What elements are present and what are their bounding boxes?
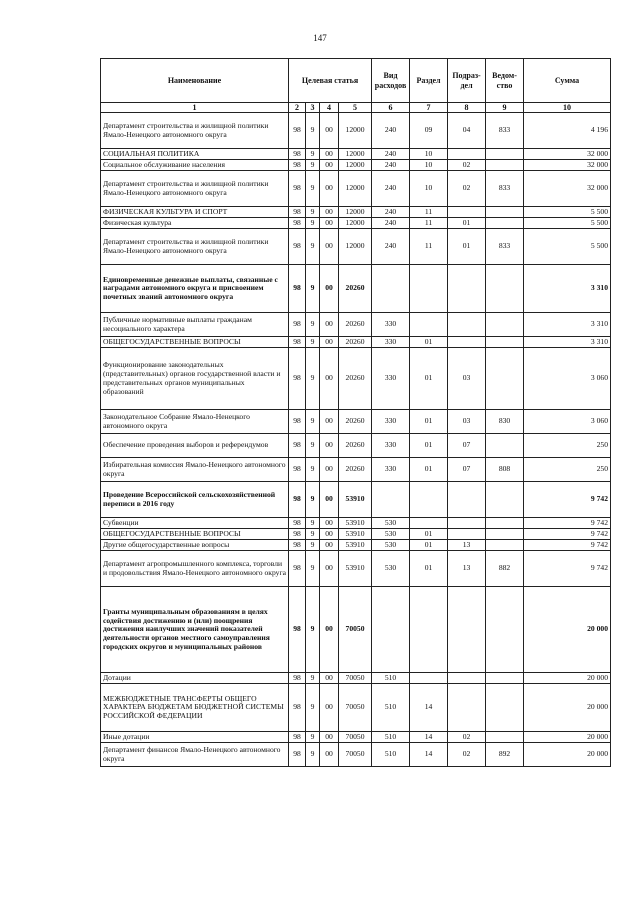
table-row xyxy=(101,551,611,587)
table-row xyxy=(101,673,611,684)
cell-c8: 03 xyxy=(448,348,486,410)
row-name: Законодательное Собрание Ямало-Ненецкого автономного округа xyxy=(101,410,289,434)
header-podrazdel: Подраз-дел xyxy=(448,59,486,103)
cell-c2: 98 xyxy=(289,673,306,684)
cell-c3: 9 xyxy=(306,587,320,673)
cell-sum: 20 000 xyxy=(524,732,611,743)
cell-c3: 9 xyxy=(306,518,320,529)
cell-c6: 240 xyxy=(372,218,410,229)
cell-c8: 04 xyxy=(448,113,486,149)
cell-c6: 330 xyxy=(372,337,410,348)
cell-c2: 98 xyxy=(289,149,306,160)
cell-c5: 53910 xyxy=(339,482,372,518)
cell-c3: 9 xyxy=(306,410,320,434)
cell-c7: 01 xyxy=(410,434,448,458)
cell-c2: 98 xyxy=(289,207,306,218)
table-row xyxy=(101,337,611,348)
cell-c9 xyxy=(486,518,524,529)
cell-c6: 330 xyxy=(372,410,410,434)
cell-c4: 00 xyxy=(320,684,339,732)
cell-c5: 70050 xyxy=(339,732,372,743)
cell-c7: 01 xyxy=(410,540,448,551)
cell-c2: 98 xyxy=(289,160,306,171)
cell-sum: 32 000 xyxy=(524,149,611,160)
header-target: Целевая статья xyxy=(289,59,372,103)
cell-c7: 11 xyxy=(410,207,448,218)
header-vid: Вид расходов xyxy=(372,59,410,103)
cell-c2: 98 xyxy=(289,482,306,518)
cell-c6: 330 xyxy=(372,434,410,458)
row-name: ОБЩЕГОСУДАРСТВЕННЫЕ ВОПРОСЫ xyxy=(101,337,289,348)
cell-c5: 12000 xyxy=(339,171,372,207)
cell-c3: 9 xyxy=(306,551,320,587)
cell-c4: 00 xyxy=(320,149,339,160)
cell-c2: 98 xyxy=(289,587,306,673)
cell-c2: 98 xyxy=(289,313,306,337)
cell-c6: 240 xyxy=(372,229,410,265)
cell-c3: 9 xyxy=(306,684,320,732)
cell-c8 xyxy=(448,684,486,732)
cell-c4: 00 xyxy=(320,265,339,313)
page-number: 147 xyxy=(313,33,327,43)
cell-c3: 9 xyxy=(306,207,320,218)
cell-c8 xyxy=(448,149,486,160)
cell-c9: 833 xyxy=(486,229,524,265)
cell-c7: 11 xyxy=(410,229,448,265)
cell-c4: 00 xyxy=(320,207,339,218)
cell-c7: 09 xyxy=(410,113,448,149)
cell-c2: 98 xyxy=(289,410,306,434)
cell-c7 xyxy=(410,587,448,673)
row-name: МЕЖБЮДЖЕТНЫЕ ТРАНСФЕРТЫ ОБЩЕГО ХАРАКТЕРА БЮДЖЕТАМ БЮДЖЕТНОЙ СИСТЕМЫ РОССИЙСКОЙ ФЕДЕРАЦИИ xyxy=(101,684,289,732)
cell-c6: 530 xyxy=(372,529,410,540)
cell-c8: 02 xyxy=(448,743,486,767)
cell-sum: 9 742 xyxy=(524,518,611,529)
cell-c4: 00 xyxy=(320,540,339,551)
cell-c8: 13 xyxy=(448,540,486,551)
table-row xyxy=(101,458,611,482)
cell-c5: 12000 xyxy=(339,207,372,218)
cell-c8: 03 xyxy=(448,410,486,434)
cell-sum: 5 500 xyxy=(524,229,611,265)
cell-c4: 00 xyxy=(320,113,339,149)
cell-c8: 01 xyxy=(448,229,486,265)
table-row xyxy=(101,743,611,767)
cell-c2: 98 xyxy=(289,113,306,149)
table-row xyxy=(101,348,611,410)
header-vedomstvo: Ведом-ство xyxy=(486,59,524,103)
cell-c5: 70050 xyxy=(339,684,372,732)
cell-c9 xyxy=(486,265,524,313)
cell-sum: 9 742 xyxy=(524,540,611,551)
column-number-10: 10 xyxy=(524,103,611,113)
cell-c5: 53910 xyxy=(339,518,372,529)
cell-c3: 9 xyxy=(306,313,320,337)
cell-c5: 20260 xyxy=(339,265,372,313)
cell-c2: 98 xyxy=(289,518,306,529)
column-number-5: 5 xyxy=(339,103,372,113)
table-row xyxy=(101,482,611,518)
cell-c7: 10 xyxy=(410,149,448,160)
cell-c9: 833 xyxy=(486,171,524,207)
cell-c6: 530 xyxy=(372,551,410,587)
cell-c5: 70050 xyxy=(339,587,372,673)
column-number-9: 9 xyxy=(486,103,524,113)
cell-c2: 98 xyxy=(289,434,306,458)
cell-c3: 9 xyxy=(306,732,320,743)
cell-sum: 20 000 xyxy=(524,587,611,673)
cell-c4: 00 xyxy=(320,518,339,529)
cell-c2: 98 xyxy=(289,732,306,743)
cell-c5: 12000 xyxy=(339,218,372,229)
cell-c2: 98 xyxy=(289,229,306,265)
cell-c7: 14 xyxy=(410,732,448,743)
cell-c4: 00 xyxy=(320,218,339,229)
cell-c7: 01 xyxy=(410,410,448,434)
cell-c4: 00 xyxy=(320,160,339,171)
cell-c6: 530 xyxy=(372,518,410,529)
cell-c7: 10 xyxy=(410,160,448,171)
cell-sum: 250 xyxy=(524,458,611,482)
cell-c3: 9 xyxy=(306,540,320,551)
header-name: Наименование xyxy=(101,59,289,103)
cell-c8: 02 xyxy=(448,171,486,207)
cell-c2: 98 xyxy=(289,551,306,587)
cell-c8 xyxy=(448,673,486,684)
cell-c3: 9 xyxy=(306,458,320,482)
cell-c4: 00 xyxy=(320,458,339,482)
cell-c5: 12000 xyxy=(339,160,372,171)
cell-sum: 20 000 xyxy=(524,684,611,732)
cell-c7: 01 xyxy=(410,551,448,587)
cell-c4: 00 xyxy=(320,229,339,265)
cell-c3: 9 xyxy=(306,218,320,229)
column-number-2: 2 xyxy=(289,103,306,113)
cell-sum: 3 060 xyxy=(524,410,611,434)
cell-c2: 98 xyxy=(289,458,306,482)
cell-c9 xyxy=(486,313,524,337)
cell-c3: 9 xyxy=(306,434,320,458)
table-row xyxy=(101,518,611,529)
table-body xyxy=(101,113,611,767)
table-row xyxy=(101,218,611,229)
cell-c3: 9 xyxy=(306,265,320,313)
table-row xyxy=(101,265,611,313)
cell-c4: 00 xyxy=(320,673,339,684)
cell-c6: 510 xyxy=(372,673,410,684)
cell-c6: 510 xyxy=(372,684,410,732)
cell-c4: 00 xyxy=(320,337,339,348)
cell-sum: 9 742 xyxy=(524,529,611,540)
cell-c6: 330 xyxy=(372,348,410,410)
cell-c9 xyxy=(486,218,524,229)
row-name: Проведение Всероссийской сельскохозяйственной переписи в 2016 году xyxy=(101,482,289,518)
cell-c8 xyxy=(448,313,486,337)
cell-c2: 98 xyxy=(289,337,306,348)
row-name: ФИЗИЧЕСКАЯ КУЛЬТУРА И СПОРТ xyxy=(101,207,289,218)
cell-c9 xyxy=(486,540,524,551)
cell-c2: 98 xyxy=(289,743,306,767)
row-name: Обеспечение проведения выборов и референдумов xyxy=(101,434,289,458)
cell-c5: 70050 xyxy=(339,743,372,767)
cell-c6: 240 xyxy=(372,113,410,149)
cell-c4: 00 xyxy=(320,529,339,540)
cell-c2: 98 xyxy=(289,171,306,207)
cell-c8 xyxy=(448,518,486,529)
cell-c8: 02 xyxy=(448,160,486,171)
cell-c7: 11 xyxy=(410,218,448,229)
cell-sum: 9 742 xyxy=(524,551,611,587)
cell-c3: 9 xyxy=(306,229,320,265)
cell-c6: 240 xyxy=(372,149,410,160)
cell-c9 xyxy=(486,732,524,743)
cell-c8: 13 xyxy=(448,551,486,587)
cell-sum: 3 310 xyxy=(524,337,611,348)
cell-c6: 510 xyxy=(372,743,410,767)
cell-c7: 01 xyxy=(410,348,448,410)
table-row xyxy=(101,171,611,207)
row-name: ОБЩЕГОСУДАРСТВЕННЫЕ ВОПРОСЫ xyxy=(101,529,289,540)
cell-sum: 3 310 xyxy=(524,265,611,313)
cell-c3: 9 xyxy=(306,337,320,348)
cell-c2: 98 xyxy=(289,348,306,410)
cell-c3: 9 xyxy=(306,482,320,518)
row-name: Департамент финансов Ямало-Ненецкого автономного округа xyxy=(101,743,289,767)
cell-c5: 20260 xyxy=(339,313,372,337)
cell-c8 xyxy=(448,529,486,540)
table-row xyxy=(101,434,611,458)
column-number-7: 7 xyxy=(410,103,448,113)
row-name: Департамент строительства и жилищной политики Ямало-Ненецкого автономного округа xyxy=(101,229,289,265)
cell-c5: 12000 xyxy=(339,229,372,265)
cell-c7: 14 xyxy=(410,684,448,732)
cell-c8 xyxy=(448,587,486,673)
cell-c7 xyxy=(410,518,448,529)
cell-c8 xyxy=(448,207,486,218)
table-row xyxy=(101,207,611,218)
cell-c2: 98 xyxy=(289,218,306,229)
cell-sum: 4 196 xyxy=(524,113,611,149)
cell-c9 xyxy=(486,337,524,348)
cell-c4: 00 xyxy=(320,743,339,767)
cell-c9: 892 xyxy=(486,743,524,767)
cell-sum: 3 310 xyxy=(524,313,611,337)
cell-c3: 9 xyxy=(306,171,320,207)
cell-c9 xyxy=(486,434,524,458)
cell-c9: 830 xyxy=(486,410,524,434)
cell-c2: 98 xyxy=(289,540,306,551)
cell-c7 xyxy=(410,673,448,684)
table-row xyxy=(101,113,611,149)
cell-sum: 250 xyxy=(524,434,611,458)
cell-c8: 07 xyxy=(448,434,486,458)
cell-c3: 9 xyxy=(306,673,320,684)
cell-c7: 14 xyxy=(410,743,448,767)
cell-c8: 01 xyxy=(448,218,486,229)
cell-c4: 00 xyxy=(320,482,339,518)
row-name: Департамент агропромышленного комплекса, торговли и продовольствия Ямало-Ненецкого автономного округа xyxy=(101,551,289,587)
cell-c9 xyxy=(486,348,524,410)
cell-sum: 5 500 xyxy=(524,218,611,229)
row-name: Гранты муниципальным образованиям в целях содействия достижению и (или) поощрения достижения наилучших значений показателей деятельности органов местного самоуправления городских округов и муниципальных районов xyxy=(101,587,289,673)
row-name: Иные дотации xyxy=(101,732,289,743)
cell-c7: 01 xyxy=(410,337,448,348)
table-row xyxy=(101,540,611,551)
cell-sum: 32 000 xyxy=(524,171,611,207)
cell-c3: 9 xyxy=(306,149,320,160)
cell-c6 xyxy=(372,265,410,313)
table-row xyxy=(101,529,611,540)
row-name: СОЦИАЛЬНАЯ ПОЛИТИКА xyxy=(101,149,289,160)
cell-c7: 01 xyxy=(410,529,448,540)
cell-c5: 20260 xyxy=(339,434,372,458)
row-name: Публичные нормативные выплаты гражданам несоциального характера xyxy=(101,313,289,337)
cell-c9 xyxy=(486,149,524,160)
row-name: Другие общегосударственные вопросы xyxy=(101,540,289,551)
table-row xyxy=(101,313,611,337)
cell-c9 xyxy=(486,684,524,732)
header-summa: Сумма xyxy=(524,59,611,103)
table-row xyxy=(101,160,611,171)
row-name: Дотации xyxy=(101,673,289,684)
cell-c4: 00 xyxy=(320,732,339,743)
cell-c9 xyxy=(486,482,524,518)
cell-c8 xyxy=(448,265,486,313)
table-row xyxy=(101,410,611,434)
cell-c5: 20260 xyxy=(339,337,372,348)
cell-c5: 53910 xyxy=(339,551,372,587)
cell-c6: 240 xyxy=(372,160,410,171)
cell-c5: 53910 xyxy=(339,529,372,540)
cell-c5: 70050 xyxy=(339,673,372,684)
cell-sum: 20 000 xyxy=(524,673,611,684)
cell-c9: 833 xyxy=(486,113,524,149)
cell-c2: 98 xyxy=(289,265,306,313)
table-row xyxy=(101,684,611,732)
cell-c6: 240 xyxy=(372,171,410,207)
column-number-8: 8 xyxy=(448,103,486,113)
cell-c5: 12000 xyxy=(339,149,372,160)
row-name: Единовременные денежные выплаты, связанные с наградами автономного округа и присвоением почетных званий автономного округа xyxy=(101,265,289,313)
cell-c4: 00 xyxy=(320,551,339,587)
cell-c6: 510 xyxy=(372,732,410,743)
table-row xyxy=(101,587,611,673)
cell-c2: 98 xyxy=(289,684,306,732)
cell-c4: 00 xyxy=(320,434,339,458)
cell-c3: 9 xyxy=(306,113,320,149)
cell-c5: 20260 xyxy=(339,458,372,482)
cell-c8: 07 xyxy=(448,458,486,482)
cell-c6: 330 xyxy=(372,313,410,337)
column-number-1: 1 xyxy=(101,103,289,113)
cell-c3: 9 xyxy=(306,160,320,171)
column-number-3: 3 xyxy=(306,103,320,113)
cell-c4: 00 xyxy=(320,171,339,207)
cell-c5: 53910 xyxy=(339,540,372,551)
cell-c9 xyxy=(486,207,524,218)
cell-c4: 00 xyxy=(320,587,339,673)
row-name: Избирательная комиссия Ямало-Ненецкого автономного округа xyxy=(101,458,289,482)
cell-c7: 10 xyxy=(410,171,448,207)
row-name: Функционирование законодательных (представительных) органов государственной власти и представительных органов муниципальных образований xyxy=(101,348,289,410)
column-number-6: 6 xyxy=(372,103,410,113)
column-number-row xyxy=(101,103,611,113)
table-row xyxy=(101,229,611,265)
table-row xyxy=(101,149,611,160)
cell-c5: 20260 xyxy=(339,410,372,434)
cell-c9: 882 xyxy=(486,551,524,587)
cell-sum: 9 742 xyxy=(524,482,611,518)
cell-c8 xyxy=(448,482,486,518)
row-name: Физическая культура xyxy=(101,218,289,229)
cell-c3: 9 xyxy=(306,529,320,540)
table-row xyxy=(101,732,611,743)
cell-c6 xyxy=(372,482,410,518)
cell-c5: 20260 xyxy=(339,348,372,410)
header-razdel: Раздел xyxy=(410,59,448,103)
cell-c9 xyxy=(486,587,524,673)
cell-sum: 3 060 xyxy=(524,348,611,410)
cell-c5: 12000 xyxy=(339,113,372,149)
cell-c6: 530 xyxy=(372,540,410,551)
cell-c9 xyxy=(486,160,524,171)
cell-c4: 00 xyxy=(320,348,339,410)
cell-sum: 32 000 xyxy=(524,160,611,171)
cell-c7: 01 xyxy=(410,458,448,482)
cell-c7 xyxy=(410,313,448,337)
cell-c6 xyxy=(372,587,410,673)
row-name: Субвенции xyxy=(101,518,289,529)
budget-table xyxy=(100,58,611,767)
row-name: Социальное обслуживание населения xyxy=(101,160,289,171)
column-number-4: 4 xyxy=(320,103,339,113)
cell-sum: 5 500 xyxy=(524,207,611,218)
row-name: Департамент строительства и жилищной политики Ямало-Ненецкого автономного округа xyxy=(101,171,289,207)
cell-c6: 330 xyxy=(372,458,410,482)
cell-c8 xyxy=(448,337,486,348)
cell-c3: 9 xyxy=(306,743,320,767)
cell-c9 xyxy=(486,529,524,540)
cell-c9 xyxy=(486,673,524,684)
cell-c9: 808 xyxy=(486,458,524,482)
cell-c4: 00 xyxy=(320,313,339,337)
cell-c8: 02 xyxy=(448,732,486,743)
cell-c4: 00 xyxy=(320,410,339,434)
row-name: Департамент строительства и жилищной политики Ямало-Ненецкого автономного округа xyxy=(101,113,289,149)
cell-c7 xyxy=(410,482,448,518)
cell-c2: 98 xyxy=(289,529,306,540)
cell-sum: 20 000 xyxy=(524,743,611,767)
cell-c6: 240 xyxy=(372,207,410,218)
cell-c3: 9 xyxy=(306,348,320,410)
cell-c7 xyxy=(410,265,448,313)
